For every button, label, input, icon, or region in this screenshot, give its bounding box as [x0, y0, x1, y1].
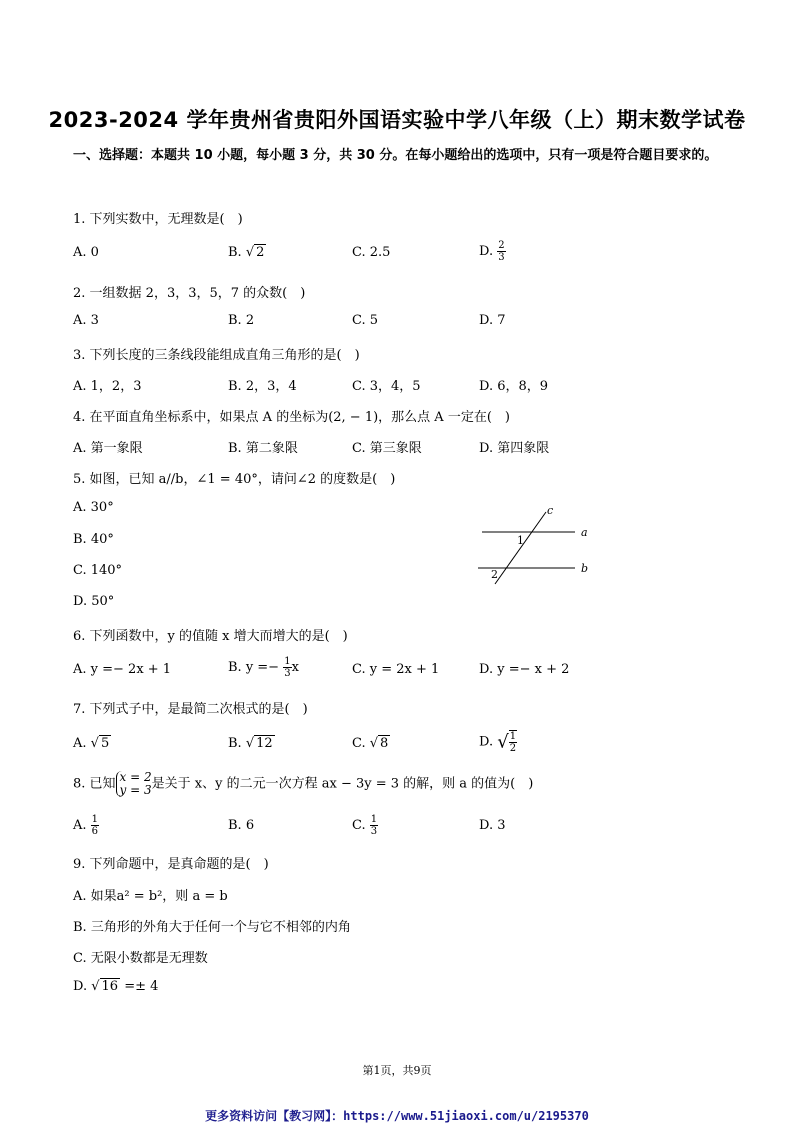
label-angle-1: 1 — [517, 534, 524, 547]
q1-option-c: C. 2.5 — [352, 245, 391, 260]
q7-option-b: B. √ 12 — [228, 736, 273, 751]
question-7: 7. 下列式子中，是最简二次根式的是( ) — [73, 702, 308, 717]
question-5: 5. 如图，已知 a//b，∠1 = 40°，请问∠2 的度数是( ) — [73, 472, 396, 487]
q3-option-d: D. 6，8，9 — [479, 379, 549, 394]
q6-option-a: A. y =− 2x + 1 — [73, 662, 172, 677]
q4-option-c: C. 第三象限 — [352, 441, 422, 456]
q2-option-a: A. 3 — [73, 313, 99, 328]
question-2: 2. 一组数据 2，3，3，5，7 的众数( ) — [73, 286, 306, 301]
q9-option-c: C. 无限小数都是无理数 — [73, 951, 208, 966]
resource-link-banner[interactable]: 更多资料访问【教习网】：https://www.51jiaoxi.com/u/2195370 — [205, 1109, 589, 1123]
question-3: 3. 下列长度的三条线段能组成直角三角形的是( ) — [73, 348, 360, 363]
question-4: 4. 在平面直角坐标系中，如果点 A 的坐标为(2, − 1)，那么点 A 一定在( ) — [73, 410, 510, 425]
q6-option-c: C. y = 2x + 1 — [352, 662, 440, 677]
question-9: 9. 下列命题中，是真命题的是( ) — [73, 857, 269, 872]
q8-option-b: B. 6 — [228, 818, 255, 833]
q5-option-a: A. 30° — [73, 500, 114, 515]
q8-option-d: D. 3 — [479, 818, 506, 833]
parallel-lines-figure — [470, 500, 600, 590]
line-c — [495, 512, 546, 584]
q4-option-b: B. 第二象限 — [228, 441, 298, 456]
q8-option-c: C. $\frac{1}{3}$ — [352, 814, 378, 837]
q9-option-d: D. √ 16 =± 4 — [73, 979, 159, 994]
q5-option-b: B. 40° — [73, 532, 114, 547]
q1-option-a: A. 0 — [73, 245, 99, 260]
page-footer: 第1页，共9页 — [362, 1064, 432, 1077]
q6-option-b: B. y =− $\frac{1}{3}$ x — [228, 656, 299, 679]
label-angle-2: 2 — [491, 568, 498, 581]
q7-option-a: A. √ 5 — [73, 736, 110, 751]
q7-option-c: C. √ 8 — [352, 736, 389, 751]
q2-option-b: B. 2 — [228, 313, 255, 328]
label-b: b — [581, 562, 589, 575]
q6-option-d: D. y =− x + 2 — [479, 662, 570, 677]
q7-option-d: D. √ $\frac{1}{2}$ — [479, 731, 517, 754]
question-8: 8. 已知 x = 2 y = 3 是关于 x、y 的二元一次方程 ax − 3y = 3 的解，则 a 的值为( ) — [73, 770, 534, 797]
question-1: 1. 下列实数中，无理数是( ) — [73, 212, 243, 227]
q1-option-d: D. $\frac{2}{3}$ — [479, 240, 505, 263]
q3-option-b: B. 2，3，4 — [228, 379, 297, 394]
q8-option-a: A. $\frac{1}{6}$ — [73, 814, 99, 837]
q3-option-c: C. 3，4，5 — [352, 379, 421, 394]
q3-option-a: A. 1，2，3 — [73, 379, 142, 394]
q9-option-a: A. 如果a² = b²，则 a = b — [73, 889, 228, 904]
q5-option-c: C. 140° — [73, 563, 123, 578]
section-heading: 一、选择题：本题共 10 小题，每小题 3 分，共 30 分。在每小题给出的选项中，只有一项是符合题目要求的。 — [73, 148, 718, 163]
q5-option-d: D. 50° — [73, 594, 115, 609]
question-6: 6. 下列函数中，y 的值随 x 增大而增大的是( ) — [73, 629, 348, 644]
q1-option-b: B. √ 2 — [228, 245, 265, 260]
q4-option-d: D. 第四象限 — [479, 441, 550, 456]
q9-option-b: B. 三角形的外角大于任何一个与它不相邻的内角 — [73, 920, 351, 935]
q2-option-d: D. 7 — [479, 313, 506, 328]
q2-option-c: C. 5 — [352, 313, 379, 328]
label-a: a — [581, 526, 588, 539]
page-title: 2023-2024 学年贵州省贵阳外国语实验中学八年级（上）期末数学试卷 — [48, 108, 746, 132]
label-c: c — [547, 504, 554, 517]
q4-option-a: A. 第一象限 — [73, 441, 143, 456]
